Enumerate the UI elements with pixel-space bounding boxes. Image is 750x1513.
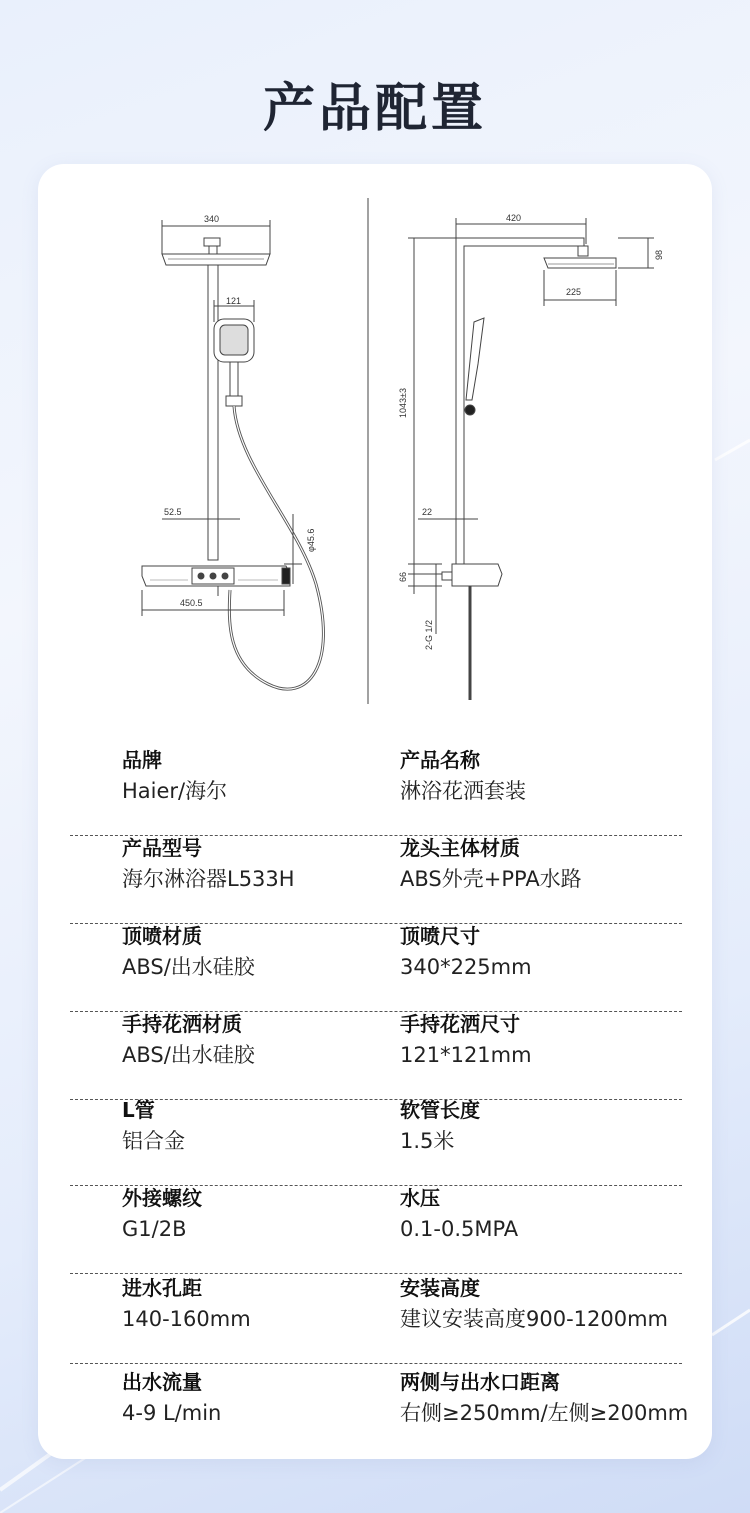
spec-value: ABS/出水硅胶	[122, 955, 255, 979]
spec-value: 铝合金	[122, 1129, 185, 1153]
spec-label: 手持花洒材质	[122, 1012, 242, 1036]
dim-valve-height: 66	[398, 571, 408, 582]
page-title: 产品配置	[262, 79, 487, 139]
dim-total-height: 1043±3	[398, 388, 408, 418]
dim-offset: 52.5	[164, 507, 182, 517]
spec-label: 顶喷尺寸	[400, 924, 480, 948]
dim-head-height: 98	[654, 249, 664, 260]
spec-row	[70, 836, 682, 924]
spec-value: 淋浴花洒套装	[400, 779, 526, 803]
dim-arm-length: 420	[506, 213, 522, 223]
spec-value: ABS外壳+PPA水路	[400, 867, 582, 891]
spec-row	[70, 748, 682, 836]
spec-label: 两侧与出水口距离	[400, 1370, 560, 1394]
spec-value: 4-9 L/min	[122, 1401, 222, 1425]
side-view-labels	[398, 213, 664, 650]
dim-head-width: 340	[204, 214, 220, 224]
spec-label: 龙头主体材质	[400, 836, 520, 860]
side-view	[408, 218, 654, 700]
spec-row	[70, 1098, 682, 1186]
spec-value: 建议安装高度900-1200mm	[400, 1307, 669, 1331]
dim-handheld-width: 121	[226, 296, 242, 306]
spec-label: 品牌	[122, 748, 162, 772]
spec-row	[70, 1370, 689, 1458]
spec-value: ABS/出水硅胶	[122, 1043, 255, 1067]
spec-label: 手持花洒尺寸	[400, 1012, 520, 1036]
divider	[70, 1273, 682, 1274]
spec-value: G1/2B	[122, 1217, 187, 1241]
spec-card	[38, 164, 712, 1459]
spec-label: 产品型号	[122, 836, 202, 860]
spec-label: 出水流量	[122, 1370, 202, 1394]
spec-value: Haier/海尔	[122, 779, 228, 803]
spec-row	[70, 1276, 682, 1364]
spec-value: 1.5米	[400, 1129, 455, 1153]
spec-label: 安装高度	[400, 1276, 480, 1300]
spec-value: 140-160mm	[122, 1307, 251, 1331]
dim-pipe-diameter: φ45.6	[306, 528, 316, 552]
spec-row	[70, 1186, 682, 1274]
spec-value: 340*225mm	[400, 955, 532, 979]
dimension-drawing	[38, 164, 712, 724]
spec-label: 软管长度	[400, 1098, 480, 1122]
divider	[70, 1363, 682, 1364]
front-view	[142, 220, 323, 689]
spec-value: 0.1-0.5MPA	[400, 1217, 519, 1241]
spec-label: 产品名称	[400, 748, 480, 772]
spec-value: 海尔淋浴器L533H	[122, 867, 295, 891]
spec-label: 外接螺纹	[122, 1186, 202, 1210]
dim-shelf-width: 450.5	[180, 598, 203, 608]
spec-value: 右侧≥250mm/左侧≥200mm	[400, 1401, 689, 1425]
spec-label: L管	[122, 1098, 155, 1122]
dim-gap: 22	[422, 507, 433, 517]
spec-value: 121*121mm	[400, 1043, 532, 1067]
spec-row	[70, 1012, 682, 1100]
spec-label: 顶喷材质	[122, 924, 202, 948]
spec-row	[70, 924, 682, 1012]
spec-label: 水压	[400, 1186, 440, 1210]
spec-label: 进水孔距	[122, 1276, 202, 1300]
dim-thread: 2-G 1/2	[424, 619, 434, 650]
dim-head-depth: 225	[566, 287, 582, 297]
